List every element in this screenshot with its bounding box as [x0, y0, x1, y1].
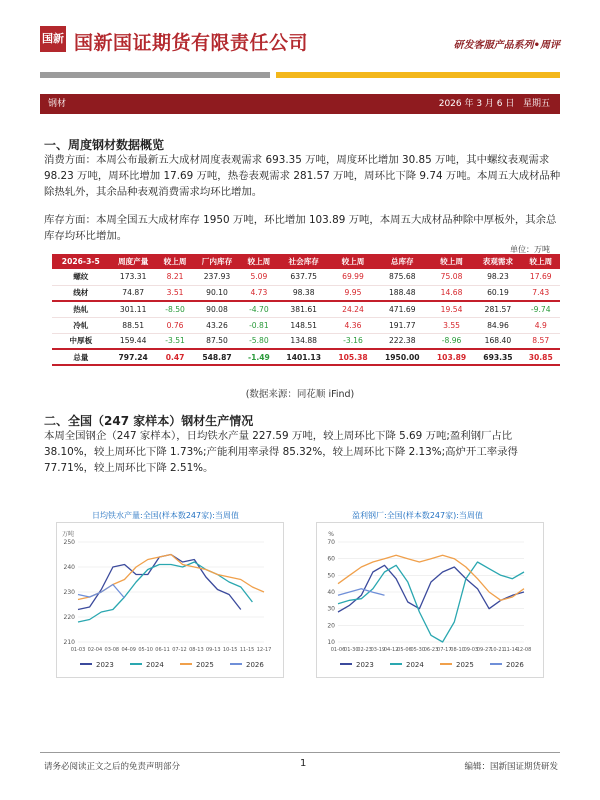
table-cell: 222.38	[376, 333, 429, 349]
table-cell: 281.57	[474, 301, 521, 317]
table-cell: 43.26	[193, 317, 240, 333]
table-cell: 98.38	[277, 285, 330, 301]
table-cell: 14.68	[429, 285, 475, 301]
table-cell: 1950.00	[376, 349, 429, 365]
header-rule-gray	[40, 72, 270, 78]
table-cell: -0.81	[241, 317, 278, 333]
table-header-cell: 较上周	[330, 254, 376, 269]
table-header-cell: 较上周	[522, 254, 561, 269]
table-cell: 3.55	[429, 317, 475, 333]
table-cell: 471.69	[376, 301, 429, 317]
table-cell: 4.36	[330, 317, 376, 333]
table-cell: 0.47	[157, 349, 194, 365]
table-cell: -1.49	[241, 349, 278, 365]
table-cell: 168.40	[474, 333, 521, 349]
table-cell: 3.51	[157, 285, 194, 301]
y-tick-label: 50	[327, 572, 335, 580]
table-header-cell: 表观需求	[474, 254, 521, 269]
table-body	[52, 269, 560, 365]
y-tick-label: 30	[327, 605, 335, 613]
table-cell: 9.95	[330, 285, 376, 301]
table-row	[52, 269, 560, 285]
x-tick-label: 05-30	[410, 647, 425, 653]
y-tick-label: 250	[63, 539, 75, 546]
y-axis-label: 万吨	[61, 531, 74, 538]
x-tick-label: 02-23	[357, 647, 372, 653]
table-row	[52, 349, 560, 365]
table-cell: 17.69	[522, 269, 561, 285]
table-row	[52, 285, 560, 301]
row-label: 螺纹	[52, 269, 110, 285]
y-tick-label: 10	[327, 639, 335, 646]
table-header-cell: 周度产量	[110, 254, 157, 269]
table-cell: 7.43	[522, 285, 561, 301]
table-cell: 5.09	[241, 269, 278, 285]
table-cell: 60.19	[474, 285, 521, 301]
table-cell: 173.31	[110, 269, 157, 285]
x-tick-label: 11-14	[503, 647, 518, 653]
hot-metal-chart	[56, 522, 284, 678]
table-cell: -8.50	[157, 301, 194, 317]
chart2-title: 盈利钢厂:全国(样本数247家):当周值	[352, 511, 483, 520]
table-cell: 301.11	[110, 301, 157, 317]
x-tick-label: 01-30	[344, 647, 359, 653]
table-cell: 381.61	[277, 301, 330, 317]
x-tick-label: 10-15	[222, 647, 238, 653]
x-tick-label: 06-11	[155, 647, 170, 653]
section2-title: 二、全国（247 家样本）钢材生产情况	[44, 414, 254, 428]
legend-entry: 2025	[456, 661, 474, 669]
x-tick-label: 06-23	[423, 647, 439, 653]
table-cell: 8.21	[157, 269, 194, 285]
table-header-cell: 较上周	[241, 254, 278, 269]
table-row	[52, 333, 560, 349]
table-cell: 74.87	[110, 285, 157, 301]
y-tick-label: 210	[63, 639, 75, 646]
x-tick-label: 04-09	[121, 647, 136, 653]
table-cell: 191.77	[376, 317, 429, 333]
table-cell: 84.96	[474, 317, 521, 333]
table-cell: 797.24	[110, 349, 157, 365]
legend-entry: 2023	[96, 661, 114, 669]
header	[40, 26, 560, 56]
legend-entry: 2023	[356, 661, 374, 669]
legend-entry: 2025	[196, 661, 214, 669]
x-tick-label: 04-12	[383, 647, 399, 653]
y-tick-label: 70	[327, 539, 335, 546]
table-cell: 4.9	[522, 317, 561, 333]
x-tick-label: 08-10	[450, 647, 465, 653]
y-tick-label: 20	[327, 622, 335, 630]
inventory-paragraph: 库存方面：本周全国五大成材库存 1950 万吨，环比增加 103.89 万吨，本周五大成材品种除中厚板外，其余总库存均环比增加。	[44, 214, 557, 242]
chart-frame	[57, 523, 284, 678]
row-label: 线材	[52, 285, 110, 301]
y-tick-label: 240	[63, 564, 75, 571]
x-tick-label: 05-06	[397, 647, 412, 653]
table-cell: 548.87	[193, 349, 240, 365]
table-cell: 237.93	[193, 269, 240, 285]
table-cell: 90.08	[193, 301, 240, 317]
table-cell: -8.96	[429, 333, 475, 349]
x-tick-label: 03-19	[370, 647, 386, 653]
chart1-title: 日均铁水产量:全国(样本数247家):当周值	[92, 511, 239, 520]
table-cell: 105.38	[330, 349, 376, 365]
consumption-paragraph: 消费方面：本周公布最新五大成材周度表观需求 693.35 万吨，周度环比增加 30.85 万吨，其中螺纹表观需求 98.23 万吨，周环比增加 17.69 万吨，热卷表观需求 281.57 万吨，周环比下降 9.74 万吨。本周五大成材品种除热轧外，其余品种表观消费需求均环比增加。	[44, 154, 561, 198]
table-cell: 693.35	[474, 349, 521, 365]
footer-disclaimer: 请务必阅读正文之后的免责声明部分	[44, 762, 181, 772]
table-cell: 103.89	[429, 349, 475, 365]
x-tick-label: 12-17	[256, 647, 272, 653]
steel-data-table	[52, 254, 560, 366]
legend-entry: 2024	[406, 661, 424, 669]
table-header-cell: 总库存	[376, 254, 429, 269]
table-header-cell: 较上周	[429, 254, 475, 269]
x-tick-label: 02-04	[87, 647, 103, 653]
x-tick-label: 01-03	[70, 647, 86, 653]
company-name: 国新国证期货有限责任公司	[74, 32, 309, 54]
page-number: 1	[300, 758, 307, 769]
x-tick-label: 10-21	[490, 647, 505, 653]
table-cell: 8.57	[522, 333, 561, 349]
y-tick-label: 40	[327, 589, 335, 596]
x-tick-label: 07-17	[437, 647, 452, 653]
weekday-text: 星期五	[522, 99, 550, 109]
table-cell: 159.44	[110, 333, 157, 349]
table-cell: 90.10	[193, 285, 240, 301]
profit-mill-chart	[316, 522, 544, 678]
y-axis-label: %	[328, 531, 334, 538]
legend-entry: 2026	[506, 661, 524, 669]
y-tick-label: 220	[63, 614, 75, 621]
table-cell: 88.51	[110, 317, 157, 333]
y-tick-label: 230	[63, 589, 75, 596]
table-cell: 4.73	[241, 285, 278, 301]
date-text: 2026 年 3 月 6 日	[438, 99, 515, 109]
x-tick-label: 05-10	[138, 647, 153, 653]
category-label: 钢材	[48, 99, 67, 109]
x-tick-label: 11-15	[239, 647, 255, 653]
footer-editor: 编辑：国新国证期货研发	[464, 762, 558, 772]
section1-title: 一、周度钢材数据概览	[44, 138, 165, 152]
row-label: 冷轧	[52, 317, 110, 333]
table-cell: 87.50	[193, 333, 240, 349]
category-bar	[40, 94, 560, 114]
row-label: 中厚板	[52, 333, 110, 349]
table-cell: -4.70	[241, 301, 278, 317]
table-cell: -3.16	[330, 333, 376, 349]
table-cell: 188.48	[376, 285, 429, 301]
production-paragraph: 本周全国钢企（247 家样本），日均铁水产量 227.59 万吨，较上周环比下降 5.69 万吨;盈利钢厂占比 38.10%，较上周环比下降 1.73%;产能利用率录得 85.32%，较上周环比下降 2.13%;高炉开工率录得 77.71%，较上周环比下降 2.51%。	[44, 430, 518, 474]
table-cell: 0.76	[157, 317, 194, 333]
table-cell: 875.68	[376, 269, 429, 285]
y-tick-label: 60	[327, 555, 335, 563]
x-tick-label: 07-12	[172, 647, 187, 653]
header-rule-yellow	[276, 72, 560, 78]
row-label: 热轧	[52, 301, 110, 317]
x-tick-label: 01-06	[330, 647, 346, 653]
table-cell: 1401.13	[277, 349, 330, 365]
row-label: 总量	[52, 349, 110, 365]
x-tick-label: 09-27	[476, 647, 492, 653]
table-unit: 单位：万吨	[510, 245, 550, 254]
legend-entry: 2024	[146, 661, 164, 669]
footer-rule	[40, 752, 560, 753]
table-cell: -9.74	[522, 301, 561, 317]
table-cell: -3.51	[157, 333, 194, 349]
x-tick-label: 08-13	[189, 647, 204, 653]
x-tick-label: 09-03	[463, 647, 479, 653]
table-cell: 19.54	[429, 301, 475, 317]
report-series: 研发客服产品系列•周评	[453, 40, 560, 51]
x-tick-label: 03-08	[104, 647, 120, 653]
table-cell: 134.88	[277, 333, 330, 349]
table-cell: 24.24	[330, 301, 376, 317]
table-header-cell: 2026-3-5	[52, 254, 110, 269]
data-source: (数据来源：同花顺 iFind)	[245, 389, 355, 400]
x-tick-label: 09-13	[206, 647, 221, 653]
table-header-cell: 厂内库存	[193, 254, 240, 269]
table-header-cell: 社会库存	[277, 254, 330, 269]
legend-entry: 2026	[246, 661, 264, 669]
table-cell: 637.75	[277, 269, 330, 285]
table-row	[52, 301, 560, 317]
table-cell: 75.08	[429, 269, 475, 285]
table-row	[52, 317, 560, 333]
table-cell: 69.99	[330, 269, 376, 285]
table-cell: 30.85	[522, 349, 561, 365]
company-logo: 国新	[40, 26, 66, 52]
table-header-cell: 较上周	[157, 254, 194, 269]
table-cell: -5.80	[241, 333, 278, 349]
table-cell: 98.23	[474, 269, 521, 285]
table-header-row	[52, 254, 560, 269]
report-date	[439, 94, 550, 114]
x-tick-label: 12-08	[516, 647, 532, 653]
table-cell: 148.51	[277, 317, 330, 333]
